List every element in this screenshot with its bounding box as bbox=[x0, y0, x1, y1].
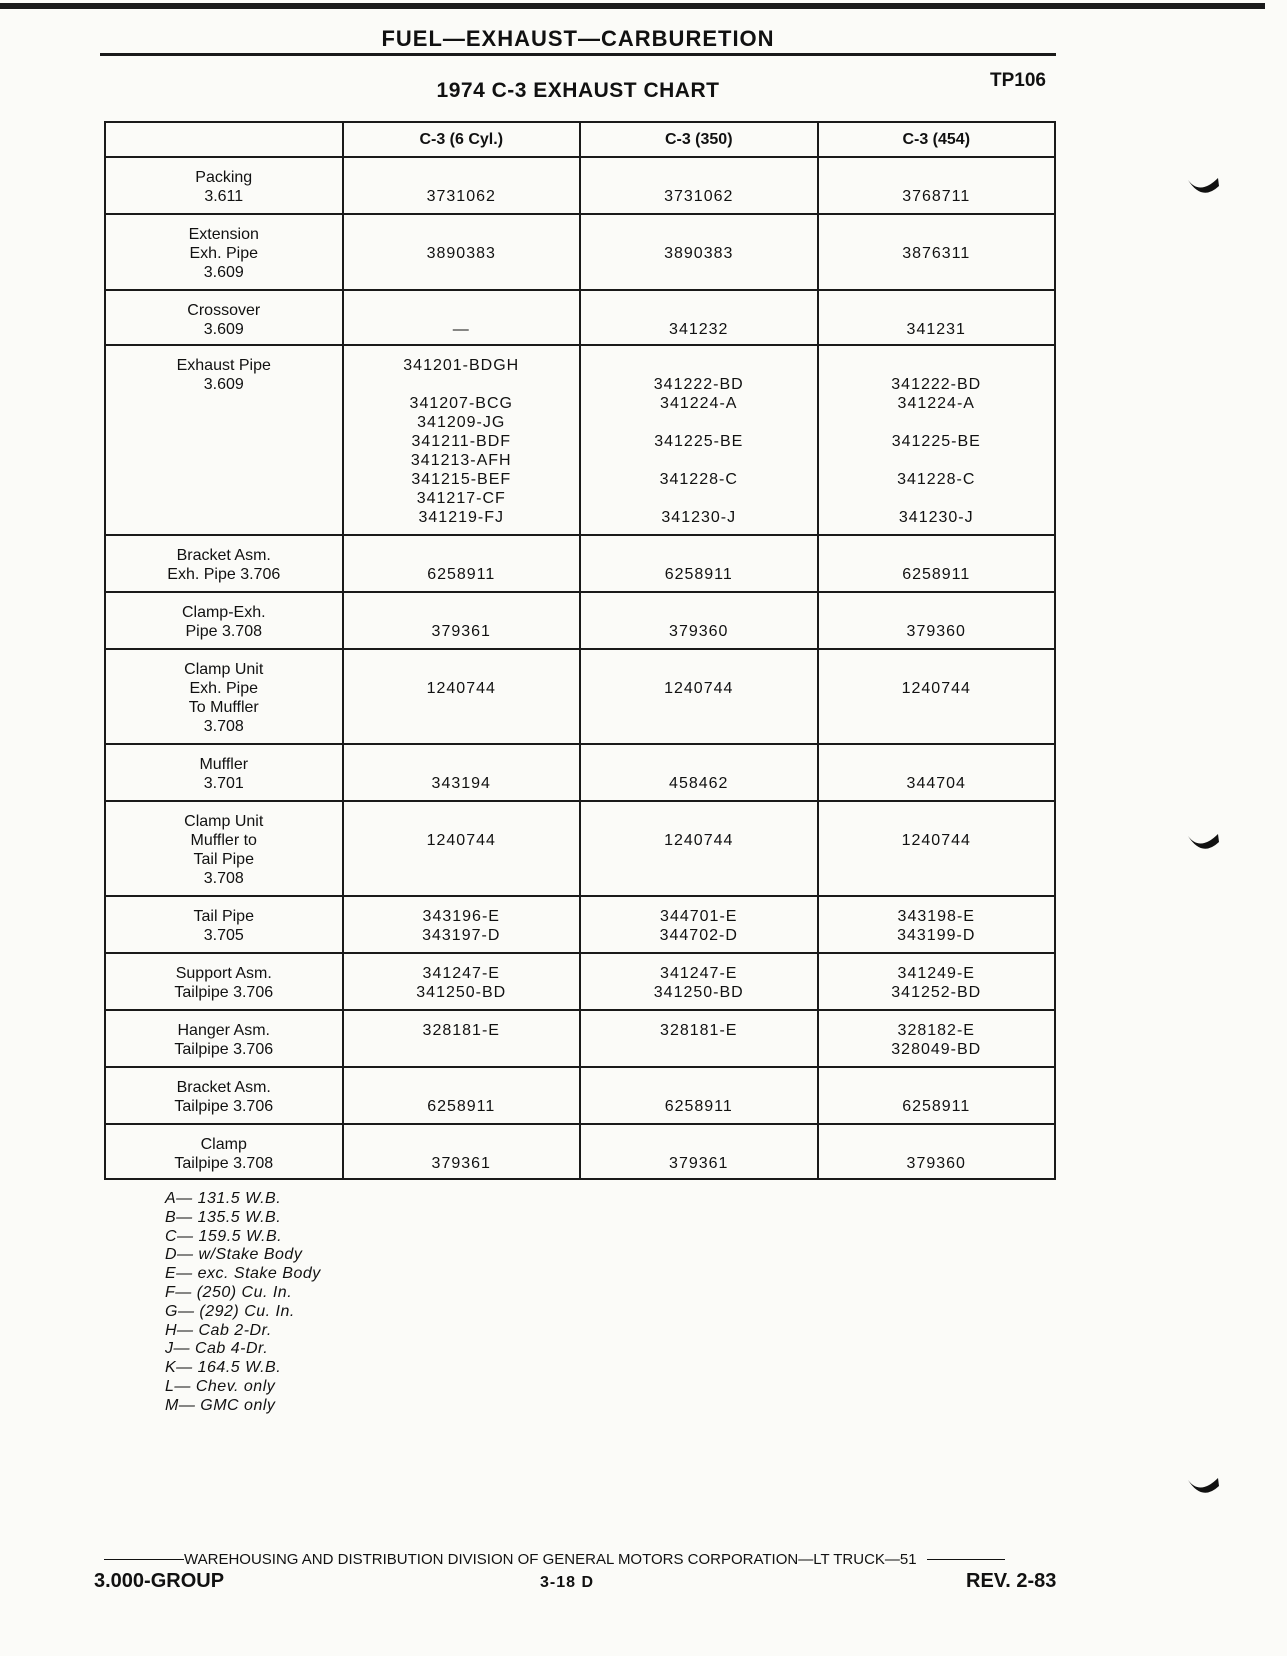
part-number-cell bbox=[818, 953, 1056, 1010]
legend-item: D— w/Stake Body bbox=[165, 1246, 303, 1264]
part-number bbox=[581, 603, 817, 622]
part-number: 3876311 bbox=[902, 245, 971, 262]
part-number bbox=[344, 375, 580, 394]
legend-item: K— 164.5 W.B. bbox=[165, 1359, 282, 1377]
table-row bbox=[105, 592, 1055, 649]
part-number bbox=[819, 301, 1055, 320]
part-label-line: Clamp Unit bbox=[184, 661, 264, 678]
part-number-cell bbox=[580, 214, 818, 290]
footer-page-number: 3-18 D bbox=[540, 1574, 595, 1591]
part-number: 341247-E bbox=[422, 965, 500, 982]
part-number-cell bbox=[343, 345, 581, 535]
part-number: 341224-A bbox=[660, 395, 738, 412]
part-number-cell bbox=[580, 649, 818, 744]
part-number bbox=[581, 755, 817, 774]
part-number: 341250-BD bbox=[416, 984, 507, 1001]
part-number: 341228-C bbox=[659, 471, 738, 488]
table-header-row bbox=[105, 122, 1055, 157]
part-number: 458462 bbox=[669, 775, 729, 792]
table-row bbox=[105, 214, 1055, 290]
part-number: 328181-E bbox=[422, 1022, 500, 1039]
part-number: 3890383 bbox=[664, 245, 734, 262]
part-number bbox=[344, 660, 580, 679]
legend-item: M— GMC only bbox=[165, 1396, 276, 1414]
page-code: TP106 bbox=[990, 70, 1046, 91]
part-label-line: Clamp bbox=[200, 1136, 247, 1153]
part-number-cell bbox=[580, 290, 818, 345]
part-number bbox=[581, 301, 817, 320]
part-number: 328049-BD bbox=[891, 1041, 982, 1058]
part-label-line: 3.609 bbox=[203, 376, 244, 393]
part-number bbox=[344, 755, 580, 774]
part-label-line: Exh. Pipe bbox=[189, 680, 258, 697]
part-number bbox=[819, 660, 1055, 679]
part-label-line: Exh. Pipe 3.706 bbox=[167, 566, 281, 583]
legend-item: B— 135.5 W.B. bbox=[165, 1208, 282, 1226]
part-number-cell bbox=[343, 953, 581, 1010]
part-number bbox=[819, 603, 1055, 622]
part-label-cell bbox=[105, 157, 343, 214]
part-label-cell bbox=[105, 649, 343, 744]
part-number-cell bbox=[818, 345, 1056, 535]
column-header: C-3 (6 Cyl.) bbox=[343, 122, 581, 157]
part-number: 341222-BD bbox=[653, 376, 744, 393]
part-number: 341230-J bbox=[661, 509, 737, 526]
legend-item: L— Chev. only bbox=[165, 1377, 276, 1395]
exhaust-chart-table bbox=[104, 121, 1056, 1180]
part-label-line: Tailpipe 3.706 bbox=[174, 1098, 274, 1115]
part-number bbox=[581, 356, 817, 375]
part-number: 379360 bbox=[906, 1155, 966, 1172]
part-number-cell bbox=[818, 801, 1056, 896]
part-number bbox=[819, 812, 1055, 831]
part-number-cell bbox=[818, 214, 1056, 290]
part-number: 6258911 bbox=[427, 566, 496, 583]
part-number-cell bbox=[818, 896, 1056, 953]
part-label-line: 3.609 bbox=[203, 321, 244, 338]
part-number: 341230-J bbox=[898, 509, 974, 526]
legend-item: F— (250) Cu. In. bbox=[165, 1283, 293, 1301]
part-number: 341228-C bbox=[897, 471, 976, 488]
part-number: 341252-BD bbox=[891, 984, 982, 1001]
part-number: 344701-E bbox=[660, 908, 738, 925]
part-number: 379361 bbox=[669, 1155, 729, 1172]
part-number: 343198-E bbox=[897, 908, 975, 925]
legend-item: H— Cab 2-Dr. bbox=[165, 1321, 272, 1339]
part-number bbox=[819, 546, 1055, 565]
part-number bbox=[344, 546, 580, 565]
part-number: 341232 bbox=[669, 321, 729, 338]
part-label-line: Bracket Asm. bbox=[176, 1079, 271, 1096]
part-label-line: 3.701 bbox=[203, 775, 244, 792]
part-label-cell bbox=[105, 953, 343, 1010]
part-label-cell bbox=[105, 290, 343, 345]
part-number-cell bbox=[818, 1124, 1056, 1179]
table-row bbox=[105, 345, 1055, 535]
part-number bbox=[581, 812, 817, 831]
part-label-line: 3.609 bbox=[203, 264, 244, 281]
part-number: 341219-FJ bbox=[418, 509, 504, 526]
part-number-cell bbox=[343, 214, 581, 290]
part-number-cell bbox=[580, 744, 818, 801]
table-row bbox=[105, 157, 1055, 214]
legend-item: J— Cab 4-Dr. bbox=[165, 1340, 269, 1358]
part-number-cell bbox=[580, 345, 818, 535]
part-number-cell bbox=[343, 896, 581, 953]
part-label-line: 3.611 bbox=[204, 188, 244, 205]
legend-item: A— 131.5 W.B. bbox=[165, 1190, 282, 1207]
part-label-cell bbox=[105, 744, 343, 801]
part-number bbox=[819, 451, 1055, 470]
part-number: 379360 bbox=[669, 623, 729, 640]
part-number bbox=[581, 660, 817, 679]
part-label-line: Exhaust Pipe bbox=[176, 357, 271, 374]
section-title: FUEL—EXHAUST—CARBURETION bbox=[381, 26, 775, 51]
part-number bbox=[581, 225, 817, 244]
part-number-cell bbox=[818, 592, 1056, 649]
footer-rule-right bbox=[927, 1559, 1005, 1560]
part-number: 3768711 bbox=[902, 188, 971, 205]
part-number-cell bbox=[580, 535, 818, 592]
part-number: 344702-D bbox=[659, 927, 738, 944]
part-number: — bbox=[452, 321, 470, 338]
part-label-cell bbox=[105, 1010, 343, 1067]
part-number: 341222-BD bbox=[891, 376, 982, 393]
part-number: 341225-BE bbox=[891, 433, 981, 450]
part-number: 328181-E bbox=[660, 1022, 738, 1039]
footer-rule-left bbox=[104, 1559, 184, 1560]
part-label-line: Hanger Asm. bbox=[177, 1022, 270, 1039]
table-row bbox=[105, 1010, 1055, 1067]
table-row bbox=[105, 801, 1055, 896]
division-text: WAREHOUSING AND DISTRIBUTION DIVISION OF GENERAL MOTORS CORPORATION—LT TRUCK—51 bbox=[184, 1551, 917, 1568]
column-header: C-3 (454) bbox=[818, 122, 1056, 157]
part-label-cell bbox=[105, 535, 343, 592]
part-label-cell bbox=[105, 801, 343, 896]
part-number: 341211-BDF bbox=[411, 433, 512, 450]
part-number bbox=[344, 603, 580, 622]
part-number-cell bbox=[818, 1010, 1056, 1067]
part-label-line: Extension bbox=[188, 226, 259, 243]
part-number bbox=[344, 1135, 580, 1154]
part-number bbox=[581, 546, 817, 565]
part-label-cell bbox=[105, 1067, 343, 1124]
part-label-line: Clamp Unit bbox=[184, 813, 264, 830]
part-label-line: 3.708 bbox=[203, 870, 244, 887]
part-label-cell bbox=[105, 1124, 343, 1179]
part-number: 1240744 bbox=[901, 680, 971, 697]
part-number: 1240744 bbox=[664, 680, 734, 697]
part-number: 341215-BEF bbox=[411, 471, 512, 488]
part-number: 343196-E bbox=[422, 908, 500, 925]
part-number: 341217-CF bbox=[416, 490, 506, 507]
part-number: 6258911 bbox=[664, 1098, 733, 1115]
part-number-cell bbox=[343, 1010, 581, 1067]
part-number bbox=[581, 489, 817, 508]
part-number: 344704 bbox=[906, 775, 966, 792]
part-label-line: Support Asm. bbox=[175, 965, 272, 982]
part-label-line: Tailpipe 3.708 bbox=[174, 1155, 274, 1172]
part-number: 341207-BCG bbox=[409, 395, 513, 412]
part-label-line: Tail Pipe bbox=[193, 851, 254, 868]
part-label-line: Tailpipe 3.706 bbox=[174, 984, 274, 1001]
column-header bbox=[105, 122, 343, 157]
part-number: 341209-JG bbox=[417, 414, 506, 431]
part-number-cell bbox=[580, 1067, 818, 1124]
chart-title: 1974 C-3 EXHAUST CHART bbox=[436, 79, 720, 102]
part-number: 3731062 bbox=[426, 188, 496, 205]
legend-item: C— 159.5 W.B. bbox=[165, 1227, 283, 1245]
part-label-line: To Muffler bbox=[188, 699, 259, 716]
table-row bbox=[105, 1067, 1055, 1124]
table-row bbox=[105, 744, 1055, 801]
part-number-cell bbox=[343, 801, 581, 896]
part-number bbox=[344, 225, 580, 244]
top-border-bar bbox=[0, 3, 1265, 9]
part-number: 1240744 bbox=[426, 832, 496, 849]
part-number bbox=[819, 225, 1055, 244]
part-label-line: Muffler bbox=[199, 756, 249, 773]
part-label-line: Pipe 3.708 bbox=[185, 623, 262, 640]
part-label-line: Packing bbox=[195, 169, 253, 186]
footer-division-line bbox=[104, 1551, 1064, 1568]
part-number-cell bbox=[580, 1010, 818, 1067]
part-number: 3890383 bbox=[426, 245, 496, 262]
part-number-cell bbox=[818, 1067, 1056, 1124]
part-label-line: Tail Pipe bbox=[193, 908, 254, 925]
part-number-cell bbox=[818, 649, 1056, 744]
part-label-line: Crossover bbox=[187, 302, 261, 319]
part-label-line: Tailpipe 3.706 bbox=[174, 1041, 274, 1058]
part-number: 1240744 bbox=[664, 832, 734, 849]
part-number-cell bbox=[343, 744, 581, 801]
part-number-cell bbox=[343, 1124, 581, 1179]
part-number bbox=[819, 755, 1055, 774]
part-number: 1240744 bbox=[426, 680, 496, 697]
table-row bbox=[105, 953, 1055, 1010]
part-number: 6258911 bbox=[664, 566, 733, 583]
table-row bbox=[105, 535, 1055, 592]
part-number bbox=[819, 1078, 1055, 1097]
part-number-cell bbox=[580, 801, 818, 896]
table-row bbox=[105, 290, 1055, 345]
part-number-cell bbox=[580, 157, 818, 214]
part-label-line: Muffler to bbox=[190, 832, 257, 849]
footer-group: 3.000-GROUP bbox=[94, 1570, 225, 1592]
part-number bbox=[581, 451, 817, 470]
part-number-cell bbox=[580, 953, 818, 1010]
table-row bbox=[105, 896, 1055, 953]
table-row bbox=[105, 1124, 1055, 1179]
part-number-cell bbox=[343, 1067, 581, 1124]
binder-hole-icon bbox=[1186, 176, 1220, 198]
part-number bbox=[819, 356, 1055, 375]
part-number-cell bbox=[580, 1124, 818, 1179]
section-rule bbox=[100, 53, 1056, 56]
part-number-cell bbox=[343, 535, 581, 592]
part-number: 341224-A bbox=[897, 395, 975, 412]
part-label-line: 3.705 bbox=[203, 927, 244, 944]
table-row bbox=[105, 649, 1055, 744]
part-number bbox=[581, 413, 817, 432]
part-number: 341231 bbox=[906, 321, 966, 338]
part-label-line: Bracket Asm. bbox=[176, 547, 271, 564]
part-number bbox=[819, 489, 1055, 508]
part-number-cell bbox=[343, 290, 581, 345]
part-number bbox=[344, 1078, 580, 1097]
part-number: 379360 bbox=[906, 623, 966, 640]
part-number-cell bbox=[580, 896, 818, 953]
part-number-cell bbox=[343, 649, 581, 744]
part-number: 6258911 bbox=[902, 1098, 971, 1115]
part-number bbox=[344, 301, 580, 320]
part-number-cell bbox=[580, 592, 818, 649]
part-number-cell bbox=[818, 744, 1056, 801]
part-number bbox=[819, 168, 1055, 187]
part-number: 341201-BDGH bbox=[403, 357, 520, 374]
part-number bbox=[344, 812, 580, 831]
footer-revision: REV. 2-83 bbox=[966, 1570, 1057, 1592]
part-number bbox=[581, 168, 817, 187]
part-number: 341250-BD bbox=[653, 984, 744, 1001]
part-number: 379361 bbox=[431, 623, 491, 640]
table-body bbox=[105, 157, 1055, 1179]
legend-item: E— exc. Stake Body bbox=[165, 1265, 321, 1283]
part-number bbox=[819, 413, 1055, 432]
part-number: 328182-E bbox=[897, 1022, 975, 1039]
part-number bbox=[819, 1135, 1055, 1154]
part-number bbox=[581, 1078, 817, 1097]
part-number: 341213-AFH bbox=[410, 452, 512, 469]
part-number: 3731062 bbox=[664, 188, 734, 205]
part-label-cell bbox=[105, 345, 343, 535]
part-number-cell bbox=[818, 157, 1056, 214]
part-number-cell bbox=[818, 290, 1056, 345]
part-number-cell bbox=[343, 157, 581, 214]
part-number: 6258911 bbox=[902, 566, 971, 583]
part-number: 341225-BE bbox=[654, 433, 744, 450]
binder-hole-icon bbox=[1186, 832, 1220, 854]
part-number: 343197-D bbox=[422, 927, 501, 944]
part-number: 341247-E bbox=[660, 965, 738, 982]
part-number: 341249-E bbox=[897, 965, 975, 982]
part-number bbox=[344, 168, 580, 187]
binder-hole-icon bbox=[1186, 1476, 1220, 1498]
part-label-line: Exh. Pipe bbox=[189, 245, 258, 262]
part-number: 6258911 bbox=[427, 1098, 496, 1115]
part-number-cell bbox=[818, 535, 1056, 592]
part-number bbox=[581, 1135, 817, 1154]
part-label-cell bbox=[105, 592, 343, 649]
part-label-cell bbox=[105, 896, 343, 953]
legend-item: G— (292) Cu. In. bbox=[165, 1302, 295, 1320]
part-label-cell bbox=[105, 214, 343, 290]
legend-codes bbox=[165, 1190, 321, 1416]
part-number: 1240744 bbox=[901, 832, 971, 849]
column-header: C-3 (350) bbox=[580, 122, 818, 157]
part-number: 343194 bbox=[431, 775, 491, 792]
part-number-cell bbox=[343, 592, 581, 649]
part-label-line: Clamp-Exh. bbox=[181, 604, 266, 621]
part-label-line: 3.708 bbox=[203, 718, 244, 735]
part-number: 379361 bbox=[431, 1155, 491, 1172]
part-number: 343199-D bbox=[897, 927, 976, 944]
